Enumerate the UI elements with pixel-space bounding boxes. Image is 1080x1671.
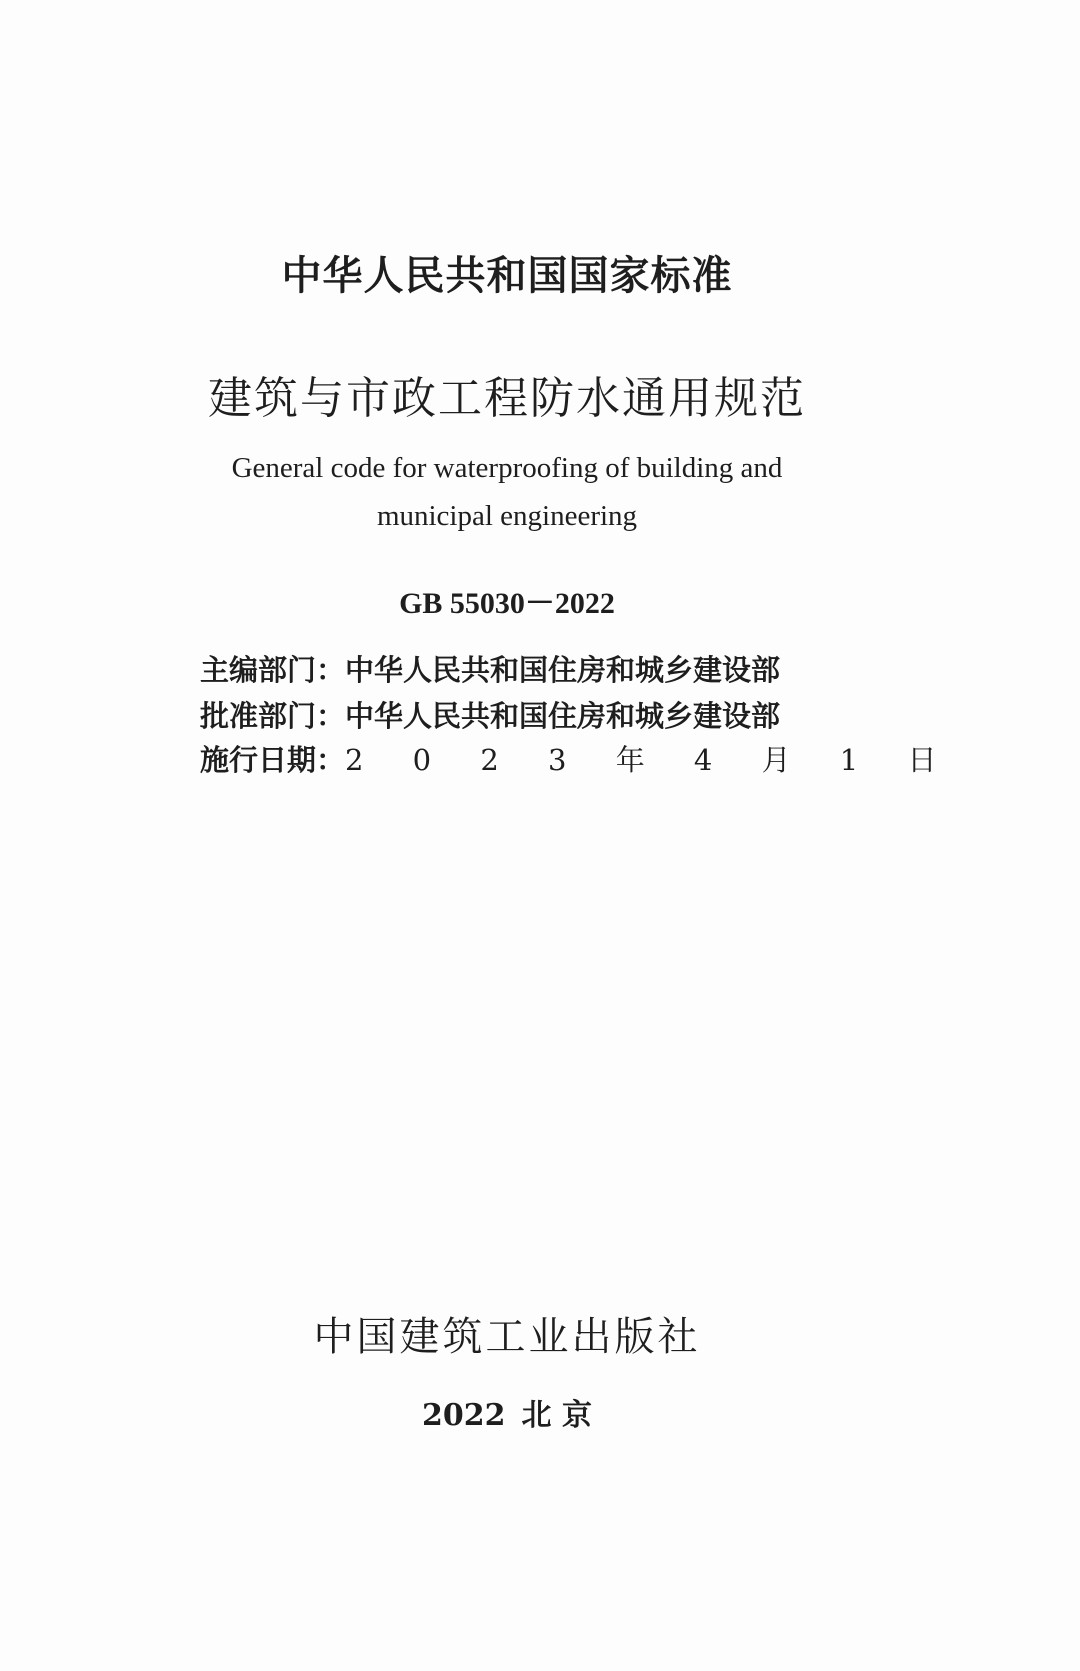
info-label: 批准部门：	[200, 699, 346, 733]
info-value: 中华人民共和国住房和城乡建设部	[345, 699, 781, 733]
publication-year: 2022	[422, 1398, 506, 1433]
info-value: 中华人民共和国住房和城乡建设部	[345, 653, 781, 687]
info-value: 2 0 2 3 年 4 月 1 日	[345, 743, 957, 777]
publication-city: 北 京	[521, 1398, 592, 1433]
document-title-zh: 建筑与市政工程防水通用规范	[208, 373, 806, 424]
info-row-approval	[200, 694, 780, 735]
info-row-effective-date	[200, 738, 956, 779]
document-title-en-line1: General code for waterproofing of building and	[231, 452, 783, 484]
info-label: 主编部门：	[200, 653, 346, 687]
info-label: 施行日期：	[200, 743, 346, 777]
standard-code: GB 55030－2022	[399, 587, 615, 620]
publication-info	[0, 1390, 1014, 1434]
publisher: 中国建筑工业出版社	[313, 1314, 701, 1360]
standard-series: 中华人民共和国国家标准	[281, 253, 733, 299]
info-row-chief-editor	[200, 648, 780, 689]
document-title-en-line2: municipal engineering	[376, 500, 638, 532]
